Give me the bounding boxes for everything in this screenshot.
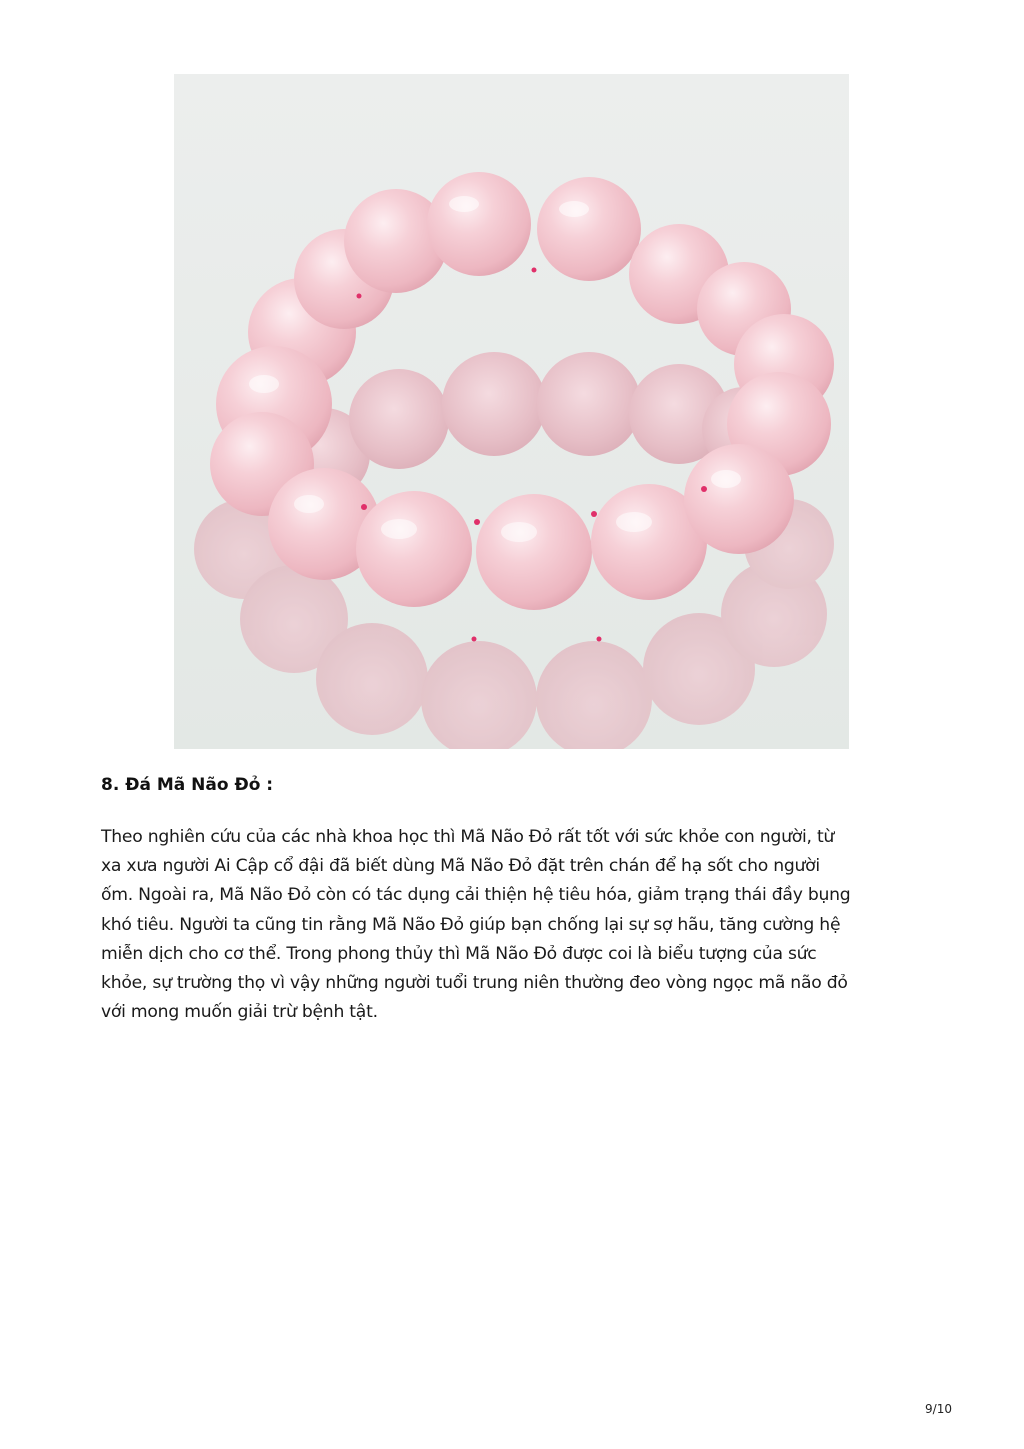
- paragraph-line: miễn dịch cho cơ thể. Trong phong thủy thì Mã Não Đỏ được coi là biểu tượng của sức: [101, 943, 817, 964]
- bead: [476, 494, 592, 610]
- bracelet-photo: [174, 74, 849, 749]
- paragraph-line: Theo nghiên cứu của các nhà khoa học thì Mã Não Đỏ rất tốt với sức khỏe con người, từ: [101, 827, 835, 847]
- bead: [537, 177, 641, 281]
- bead: [684, 444, 794, 554]
- paragraph-line: khỏe, sự trường thọ vì vậy những người tuổi trung niên thường đeo vòng ngọc mã não đỏ: [101, 973, 848, 994]
- page-number: 9/10: [925, 1402, 952, 1416]
- bead: [356, 491, 472, 607]
- paragraph-line: khó tiêu. Người ta cũng tin rằng Mã Não Đỏ giúp bạn chống lại sự sợ hãu, tăng cường hệ: [101, 914, 841, 935]
- section-heading: 8. Đá Mã Não Đỏ :: [101, 775, 274, 795]
- paragraph-line: với mong muốn giải trừ bệnh tật.: [101, 1002, 378, 1023]
- bead: [349, 369, 449, 469]
- paragraph-line: xa xưa người Ai Cập cổ đậi đã biết dùng Mã Não Đỏ đặt trên chán để hạ sốt cho người: [101, 856, 820, 877]
- bead: [316, 623, 428, 735]
- section-paragraph: [101, 823, 931, 1027]
- bead: [442, 352, 546, 456]
- paragraph-line: ốm. Ngoài ra, Mã Não Đỏ còn có tác dụng cải thiện hệ tiêu hóa, giảm trạng thái đầy bụng: [101, 885, 851, 906]
- bead: [427, 172, 531, 276]
- bead: [537, 352, 641, 456]
